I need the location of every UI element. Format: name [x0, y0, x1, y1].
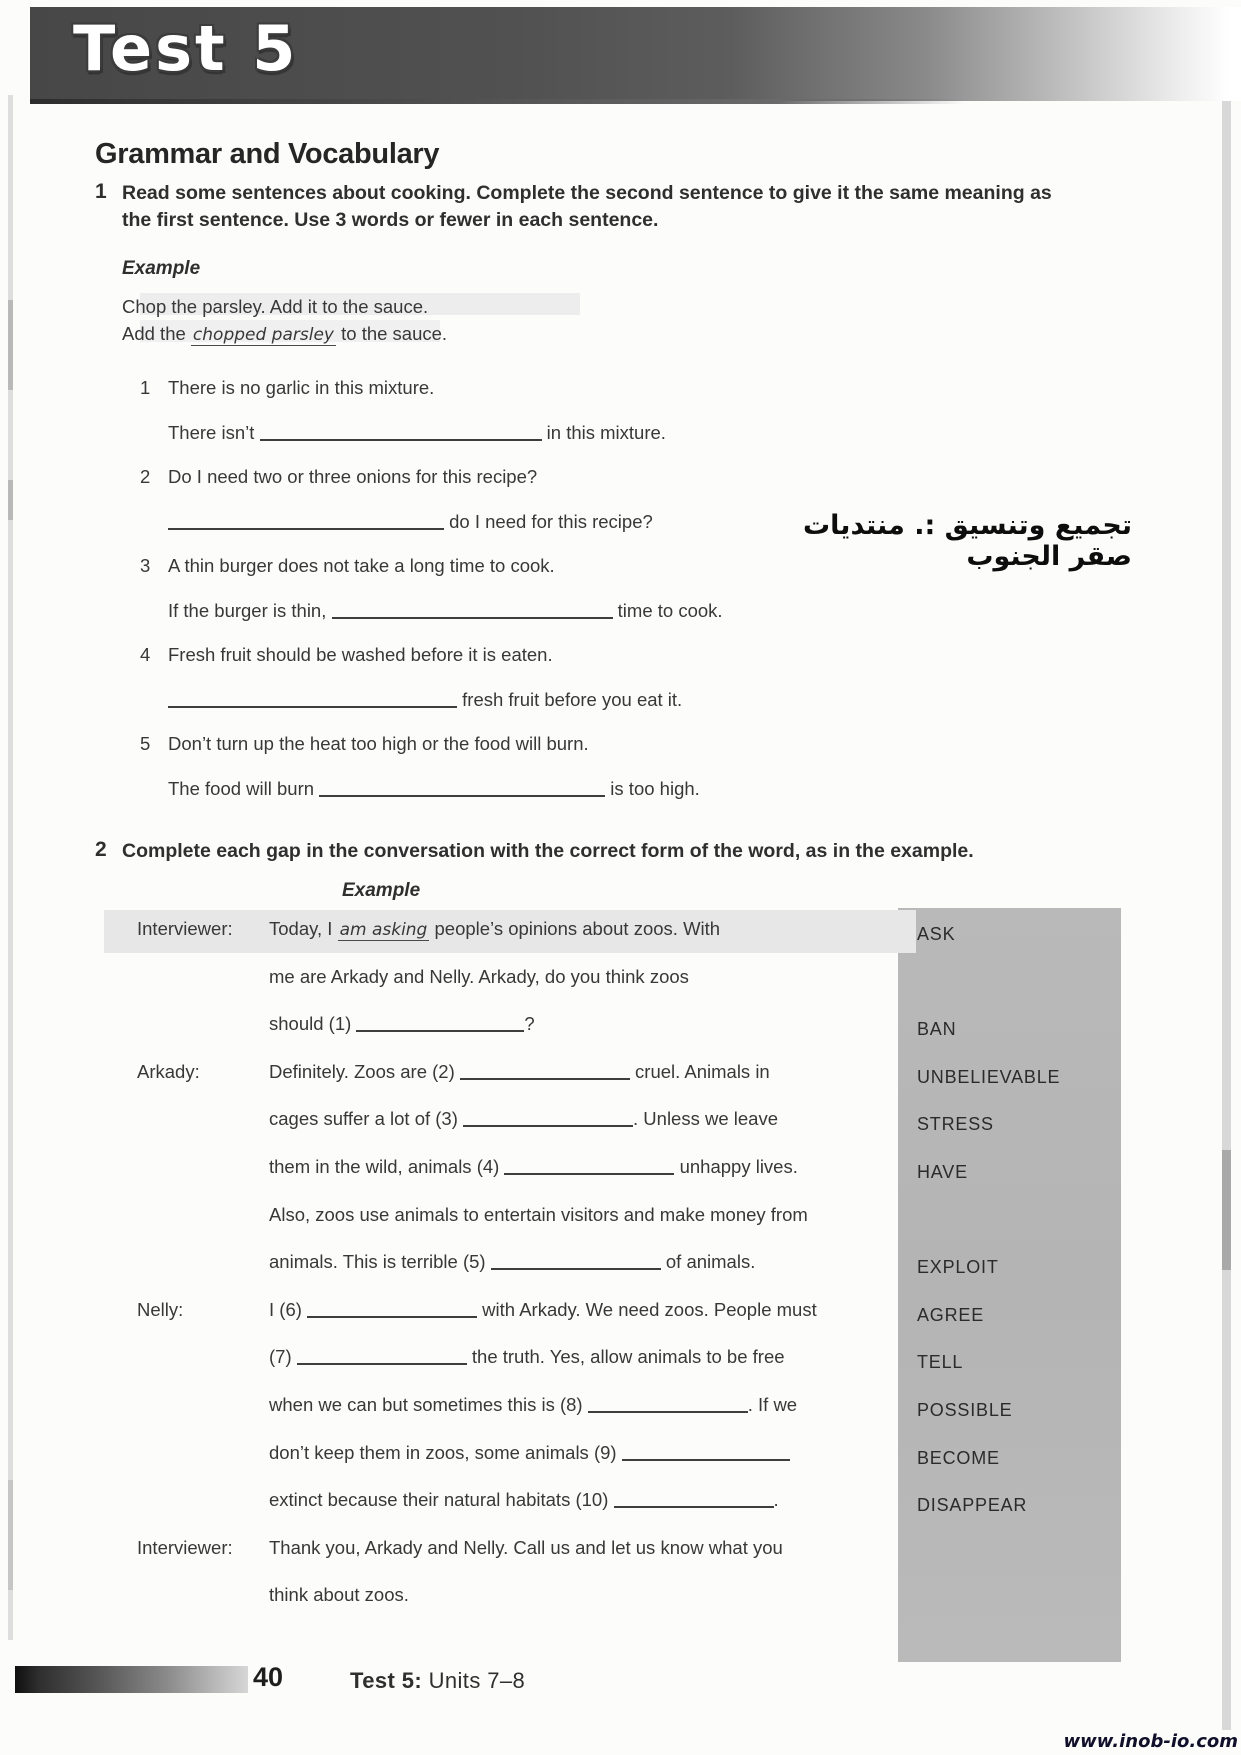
- question-number: 5: [140, 733, 151, 754]
- word-bank-item: BAN: [917, 1019, 957, 1040]
- dialogue-text: [269, 1344, 1137, 1368]
- dialogue-line: [137, 1059, 1137, 1107]
- dialogue-text: [269, 964, 1137, 988]
- dialogue-line: [137, 1535, 1137, 1583]
- gap-blank[interactable]: [297, 1349, 467, 1365]
- dialogue-segment: don’t keep them in zoos, some animals (9): [269, 1441, 622, 1463]
- answer-blank[interactable]: [168, 692, 457, 708]
- dialogue-text: [269, 1535, 1137, 1559]
- gap-blank[interactable]: [356, 1016, 524, 1032]
- exercise2-instructions: Complete each gap in the conversation with the correct form of the word, as in the example.: [122, 840, 974, 862]
- dialogue-text: [269, 1487, 1137, 1511]
- gap-blank[interactable]: [622, 1445, 790, 1461]
- question-number: 4: [140, 644, 151, 665]
- conversation: [137, 916, 1137, 1630]
- dialogue-text: [269, 1249, 1137, 1273]
- question-text: A thin burger does not take a long time to cook.: [168, 555, 555, 576]
- dialogue-segment: Thank you, Arkady and Nelly. Call us and let us know what you: [269, 1536, 783, 1558]
- answer-blank[interactable]: [319, 781, 605, 797]
- page-right-edge: [1222, 10, 1231, 1730]
- answer-post-text: time to cook.: [612, 600, 723, 621]
- dialogue-segment: extinct because their natural habitats (10): [269, 1489, 614, 1511]
- dialogue-segment: them in the wild, animals (4): [269, 1155, 505, 1177]
- dialogue-line: [137, 1249, 1137, 1297]
- dialogue-line: [137, 1297, 1137, 1345]
- dialogue-text: [269, 1154, 1137, 1178]
- answer-post-text: in this mixture.: [541, 422, 666, 443]
- exercise1-example: [122, 258, 447, 348]
- dialogue-segment: . If we: [747, 1393, 798, 1415]
- question-prompt: [140, 732, 940, 756]
- question-prompt: [140, 376, 940, 400]
- word-bank-item: TELL: [917, 1352, 964, 1373]
- example-sentence-2: [122, 321, 447, 349]
- dialogue-segment: when we can but sometimes this is (8): [269, 1393, 588, 1415]
- dialogue-line: [137, 1344, 1137, 1392]
- word-bank-item: AGREE: [917, 1304, 985, 1325]
- exercise2-header: [95, 838, 1122, 865]
- dialogue-speaker: Arkady:: [137, 1060, 200, 1082]
- dialogue-segment: ?: [524, 1013, 535, 1035]
- gap-blank[interactable]: [588, 1397, 748, 1413]
- dialogue-segment: of animals.: [660, 1251, 756, 1273]
- dialogue-segment: cages suffer a lot of (3): [269, 1108, 464, 1130]
- dialogue-segment: people’s opinions about zoos. With: [429, 918, 721, 939]
- scan-mark: [8, 300, 13, 390]
- dialogue-text: [269, 916, 1137, 940]
- exercise1-instructions: Read some sentences about cooking. Complete the second sentence to give it the same meaning as the first sentence. Use 3 words or fewer in each sentence.: [122, 182, 1052, 231]
- question-prompt: [140, 643, 940, 667]
- dialogue-segment: (7): [269, 1346, 297, 1368]
- example-pre: Add the: [122, 322, 191, 344]
- answer-blank[interactable]: [260, 425, 542, 441]
- dialogue-speaker: Interviewer:: [137, 918, 233, 939]
- gap-blank[interactable]: [460, 1064, 630, 1080]
- banner-bottom-edge: [30, 99, 965, 104]
- dialogue-segment: me are Arkady and Nelly. Arkady, do you think zoos: [269, 965, 689, 987]
- dialogue-segment: Definitely. Zoos are (2): [269, 1060, 460, 1082]
- gap-blank[interactable]: [614, 1492, 774, 1508]
- scan-mark: [8, 480, 13, 520]
- dialogue-text: [269, 1582, 1137, 1606]
- answer-post-text: do I need for this recipe?: [444, 511, 653, 532]
- dialogue-segment: cruel. Animals in: [629, 1060, 770, 1082]
- dialogue-line: [137, 1202, 1137, 1250]
- footer-label: [350, 1668, 525, 1694]
- arabic-forum-note: تجميع وتنسيق :. منتديات صقر الجنوب: [803, 510, 1132, 572]
- answer-post-text: is too high.: [605, 778, 700, 799]
- dialogue-line: [137, 1011, 1137, 1059]
- exercise1-number: 1: [95, 180, 107, 203]
- gap-blank[interactable]: [504, 1159, 674, 1175]
- question-answer-line: [168, 777, 940, 801]
- exercise1-questions: [140, 376, 940, 821]
- dialogue-line: [137, 964, 1137, 1012]
- dialogue-text: [269, 1106, 1137, 1130]
- example-sentence-1: Chop the parsley. Add it to the sauce.: [122, 296, 429, 317]
- word-bank-item: BECOME: [917, 1447, 1000, 1468]
- word-bank-item: ASK: [917, 924, 956, 944]
- question-answer-line: [168, 688, 940, 712]
- dialogue-segment: unhappy lives.: [674, 1155, 798, 1177]
- question-prompt: [140, 465, 940, 489]
- example-label: Example: [122, 258, 201, 279]
- question-text: There is no garlic in this mixture.: [168, 377, 435, 398]
- dialogue-text: [269, 1059, 1137, 1083]
- example-post: to the sauce.: [335, 322, 448, 344]
- dialogue-segment: should (1): [269, 1013, 357, 1035]
- answer-post-text: fresh fruit before you eat it.: [457, 689, 683, 710]
- dialogue-text: [269, 1392, 1137, 1416]
- word-bank-item: HAVE: [917, 1162, 968, 1182]
- dialogue-segment: animals. This is terrible (5): [269, 1251, 491, 1273]
- word-bank-item: STRESS: [917, 1114, 994, 1135]
- question-text: Fresh fruit should be washed before it is eaten.: [168, 644, 553, 665]
- dialogue-speaker: Nelly:: [137, 1298, 184, 1320]
- question-number: 1: [140, 377, 151, 398]
- dialogue-segment: I (6): [269, 1298, 308, 1320]
- dialogue-text: [269, 1440, 1137, 1464]
- question-text: Don’t turn up the heat too high or the food will burn.: [168, 733, 589, 754]
- dialogue-text: [269, 1202, 1137, 1226]
- question-number: 2: [140, 466, 151, 487]
- dialogue-segment: Also, zoos use animals to entertain visitors and make money from: [269, 1203, 808, 1225]
- test-title: Test 5: [73, 12, 299, 85]
- handwritten-answer: am asking: [339, 920, 428, 940]
- dialogue-line: [137, 916, 1137, 964]
- exercise2-number: 2: [95, 838, 107, 861]
- gap-blank[interactable]: [491, 1254, 661, 1270]
- word-bank-item: DISAPPEAR: [917, 1495, 1028, 1516]
- dialogue-segment: . Unless we leave: [633, 1108, 778, 1130]
- page-right-edge-shadow: [1222, 1150, 1231, 1270]
- dialogue-line: [137, 1106, 1137, 1154]
- word-bank-item: EXPLOIT: [917, 1257, 999, 1278]
- dialogue-text: [269, 1297, 1137, 1321]
- dialogue-speaker: Interviewer:: [137, 1536, 233, 1558]
- question-text: Do I need two or three onions for this recipe?: [168, 466, 538, 487]
- dialogue-text: [269, 1011, 1137, 1035]
- dialogue-segment: think about zoos.: [269, 1584, 409, 1606]
- gap-blank[interactable]: [463, 1111, 633, 1127]
- dialogue-line: [137, 1440, 1137, 1488]
- answer-pre-text: If the burger is thin,: [168, 600, 332, 621]
- example-label: Example: [342, 880, 421, 901]
- dialogue-segment: .: [773, 1489, 779, 1511]
- dialogue-line: [137, 1582, 1137, 1630]
- section-heading: Grammar and Vocabulary: [95, 138, 440, 170]
- answer-pre-text: There isn’t: [168, 422, 260, 443]
- question-answer-line: [168, 421, 940, 445]
- scan-mark: [8, 1480, 13, 1590]
- answer-pre-text: The food will burn: [168, 778, 320, 799]
- footer-gradient-bar: [15, 1666, 248, 1693]
- dialogue-line: [137, 1392, 1137, 1440]
- exercise1-header: [95, 180, 1067, 234]
- dialogue-segment: Today, I: [269, 918, 338, 939]
- question-answer-line: [168, 599, 940, 623]
- question-number: 3: [140, 555, 151, 576]
- page-number: 40: [253, 1662, 284, 1692]
- word-bank-item: POSSIBLE: [917, 1400, 1013, 1420]
- dialogue-segment: with Arkady. We need zoos. People must: [477, 1298, 817, 1320]
- footer-test-label: Test 5:: [350, 1668, 423, 1693]
- dialogue-segment: the truth. Yes, allow animals to be free: [466, 1346, 785, 1368]
- gap-blank[interactable]: [307, 1302, 477, 1318]
- dialogue-line: [137, 1154, 1137, 1202]
- dialogue-line: [137, 1487, 1137, 1535]
- watermark-url: www.inob-io.com: [1063, 1731, 1238, 1752]
- footer-units-label: Units 7–8: [422, 1668, 526, 1693]
- word-bank-item: UNBELIEVABLE: [917, 1066, 1061, 1087]
- answer-blank[interactable]: [332, 603, 613, 619]
- answer-blank[interactable]: [168, 514, 444, 530]
- handwritten-answer: chopped parsley: [192, 324, 334, 345]
